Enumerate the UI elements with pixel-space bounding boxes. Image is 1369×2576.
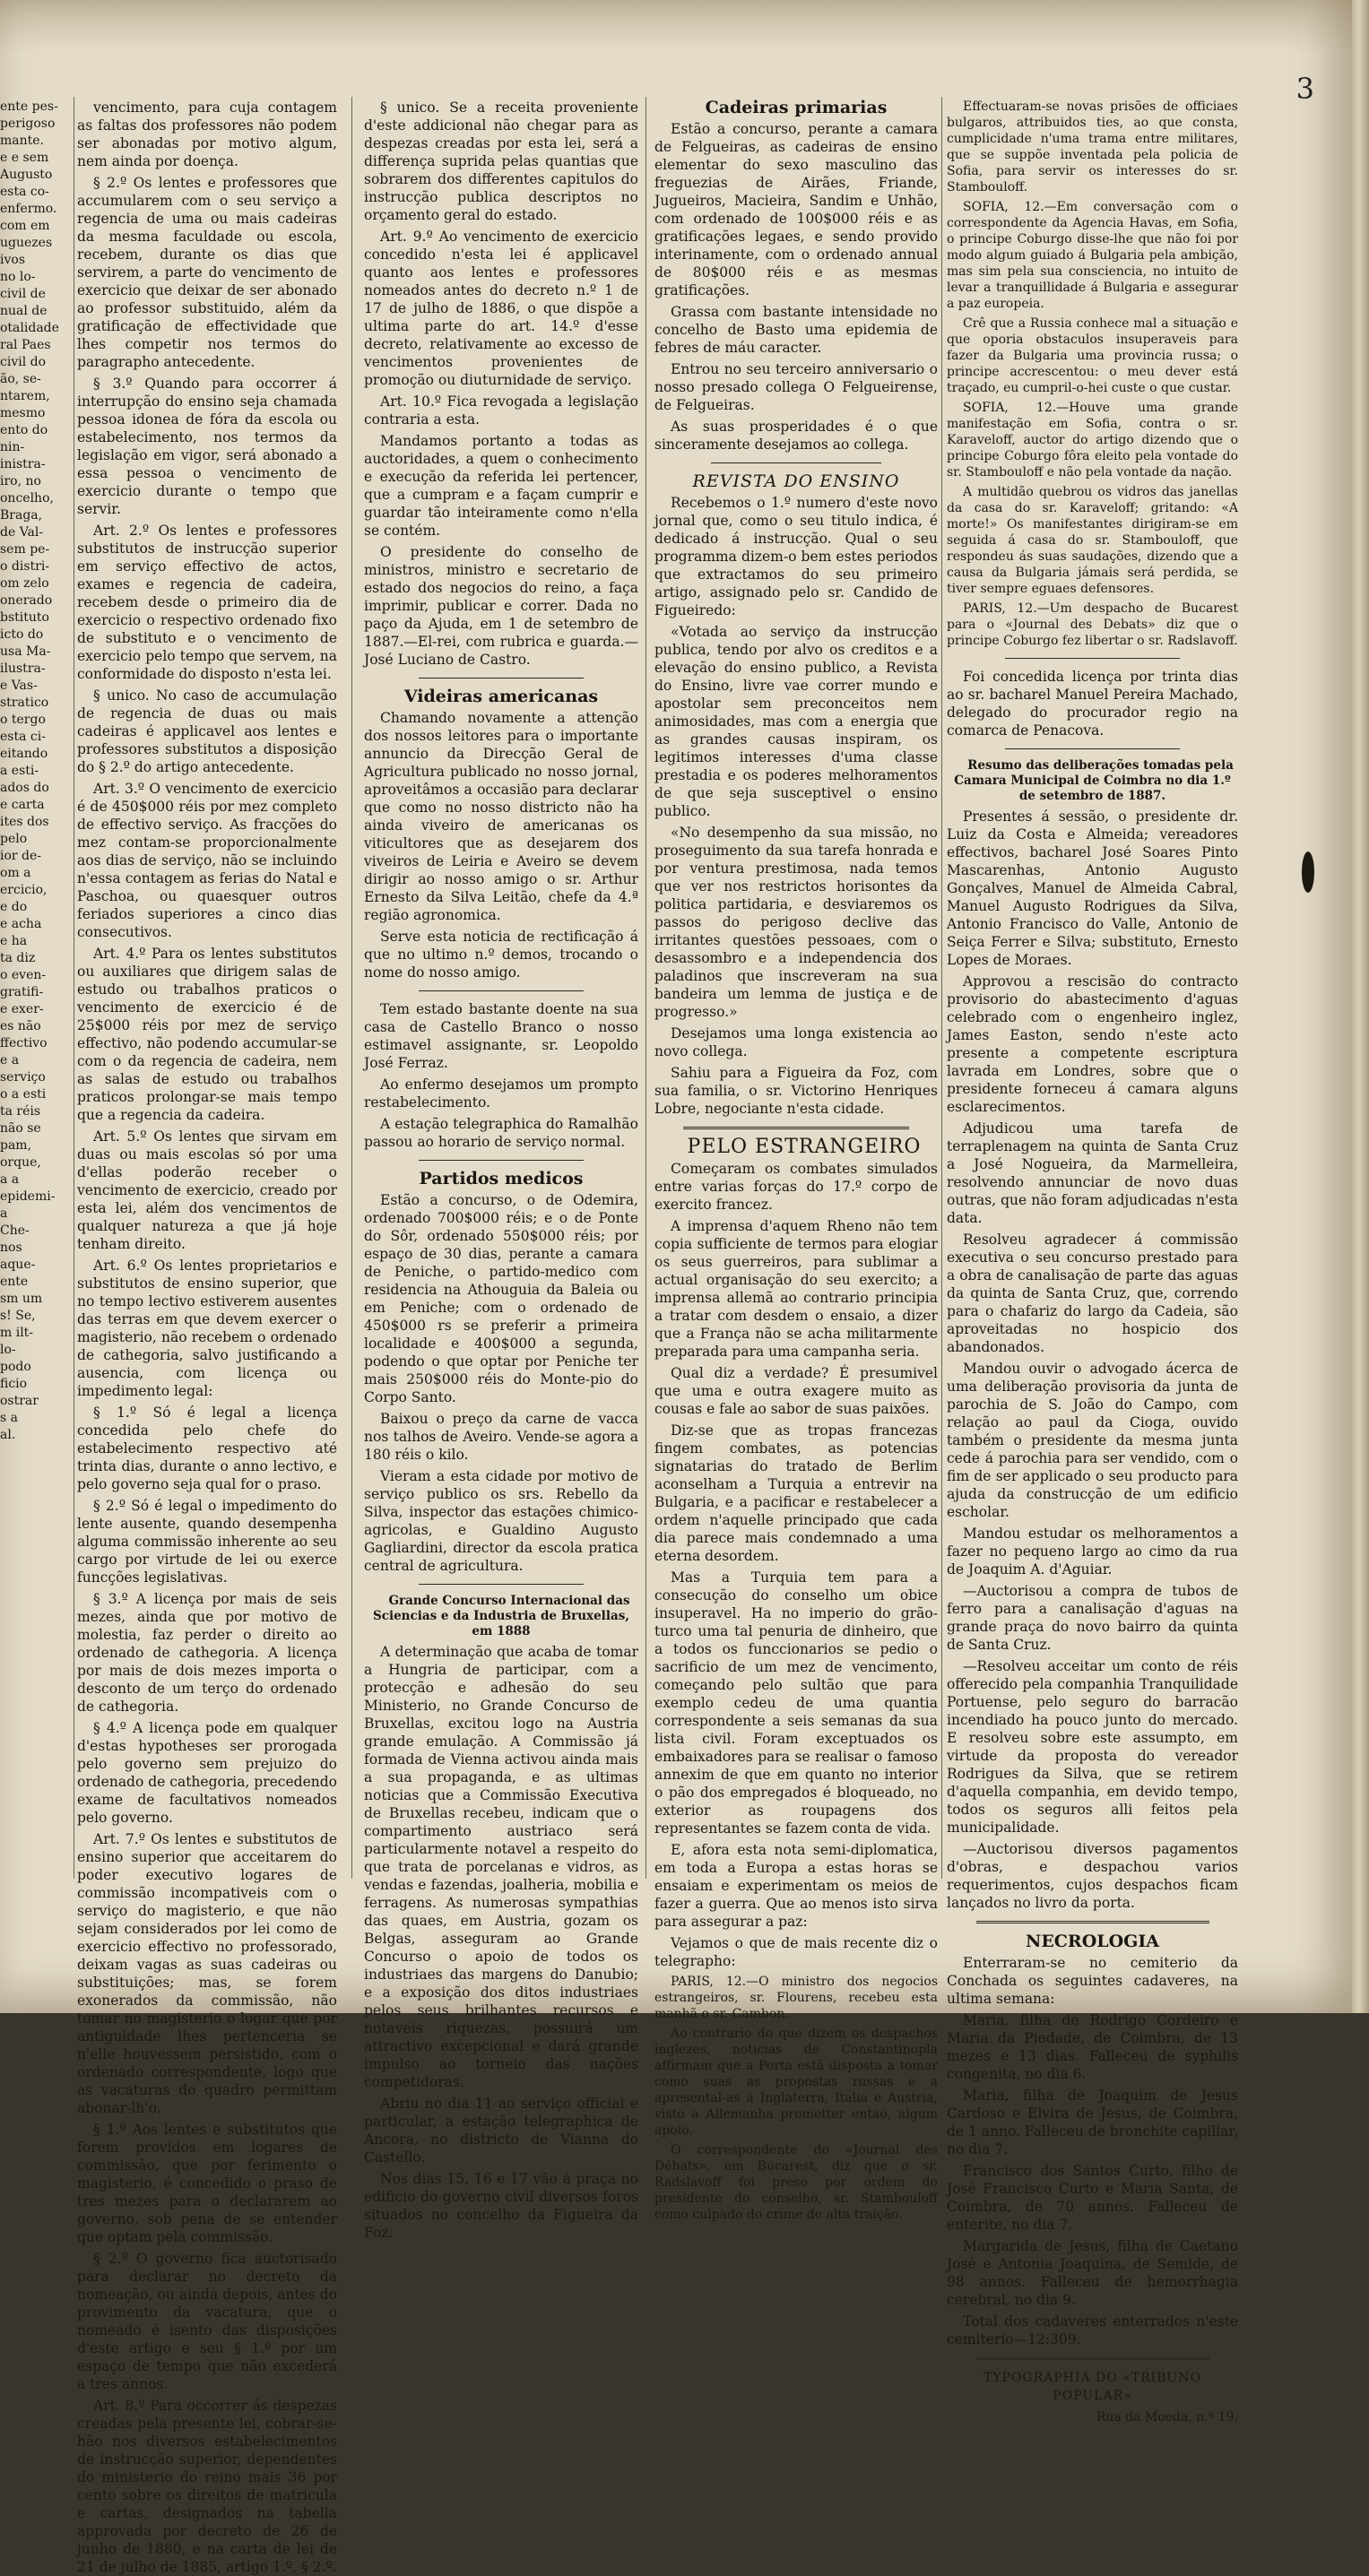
telegram: A multidão quebrou os vidros das janellas da casa do sr. Karaveloff; gritando: «A morte!» Os manifestantes dirigiram-se em seguida á casa do sr. Stambouloff, que respondeu ás suas saudações, dizendo que a causa da Bulgaria jámais será perdida, se tiver sempre eguaes defensores.	[947, 485, 1238, 596]
paragraph: Mandamos portanto a todas as auctoridades, a quem o conhecimento e execução da referida lei pertencer, que a cumpram e a façam cumprir e guardar tão inteiramente como n'ella se contém.	[364, 433, 638, 539]
paragraph: Total dos cadaveres enterrados n'este cemiterio—12:309.	[947, 2313, 1238, 2347]
separator	[976, 1921, 1209, 1923]
paragraph: Entrou no seu terceiro anniversario o nosso presado collega O Felgueirense, de Felgueiras.	[654, 361, 938, 413]
separator	[683, 1127, 910, 1129]
paragraph: Começaram os combates simulados entre varias forças do 17.º corpo de exercito francez.	[654, 1161, 938, 1213]
paragraph: § 4.º A licença pode em qualquer d'estas hypotheses ser prorogada pelo governo sem prejuizo do ordenado de cathegoria, precedendo exame de facultativos nomeados pelo governo.	[77, 1720, 337, 1826]
separator	[419, 678, 584, 679]
paragraph: Art. 8.º Para occorrer ás despezas creadas pela presente lei, cobrar-se-hão nos diversos estabelecimentos de instrucção superior, dependentes do ministerio do reino mais 36 por cento sobre os direitos de matricula e cartas, designados na tabella approvada por decreto de 26 de junho de 1880, e na carta de lei de 21 de julho de 1885, artigo 1.º, § 2.º.	[77, 2398, 337, 2575]
heading-concurso: Grande Concurso Internacional das Sciencias e da Industria de Bruxellas, em 1888	[373, 1594, 630, 1638]
clipped-line: e exer-	[0, 1002, 44, 1016]
clipped-line: orque,	[0, 1155, 41, 1170]
clipped-line: otalidade	[0, 321, 59, 335]
clipped-line: e e sem	[0, 151, 49, 165]
separator	[419, 1160, 584, 1161]
clipped-line: ão, se-	[0, 372, 41, 386]
clipped-line: ente	[0, 1275, 29, 1289]
clipped-line: ostrar	[0, 1394, 39, 1408]
clipped-line: s a	[0, 1411, 18, 1425]
paragraph: «No desempenho da sua missão, no proseguimento da sua tarefa honrada e por ventura prestimosa, nada temos que ver nos restrictos horisontes da politica partidaria, e desviaremos os passos do perigoso declive das irritantes questões pessoaes, com o desassombro e a independencia dos paladinos que inscreveram na sua bandeira um lemma de justiça e de progresso.»	[654, 825, 938, 1020]
telegram: SOFIA, 12.—Em conversação com o correspondente da Agencia Havas, em Sofia, o principe Coburgo disse-lhe que não foi por modo algum guiado á Bulgaria pela ambição, mas sim pela sua consciencia, no intuito de levar a tranquillidade á Bulgaria e assegurar a paz europeia.	[947, 200, 1238, 311]
paragraph: Baixou o preço da carne de vacca nos talhos de Aveiro. Vende-se agora a 180 réis o kilo.	[364, 1411, 638, 1463]
clipped-line: esta co-	[0, 185, 49, 199]
clipped-line: om a	[0, 866, 31, 880]
paragraph: § 3.º A licença por mais de seis mezes, ainda que por motivo de molestia, faz perder o direito ao ordenado de cathegoria. A licença por mais de dois mezes importa o desconto de um terço do ordenado de cathegoria.	[77, 1591, 337, 1715]
paragraph: Recebemos o 1.º numero d'este novo jornal que, como o seu titulo indica, é dedicado á instrucção. Qual o seu programma dizem-o bem estes periodos que extractamos do seu primeiro artigo, assignado pelo sr. Candido de Figueiredo:	[654, 495, 938, 618]
clipped-line: lo-	[0, 1343, 16, 1357]
clipped-line: gratifi-	[0, 985, 44, 999]
clipped-line: não se	[0, 1121, 41, 1136]
paragraph: § 2.º Só é legal o impedimento do lente ausente, quando desempenha alguma commissão inherente ao seu cargo por virtude de lei ou exerce funcções legislativas.	[77, 1498, 337, 1586]
heading-cadeiras: Cadeiras primarias	[705, 98, 888, 117]
clipped-line: ites dos	[0, 815, 49, 829]
paragraph: Diz-se que as tropas francezas fingem combates, as potencias signatarias do tratado de Berlim aconselham a Turquia a entrevir na Bulgaria, e a pacificar e restabelecer a ordem n'aquelle principado que cada dia parece mais condemnado a uma eterna desordem.	[654, 1422, 938, 1564]
paragraph: A imprensa d'aquem Rheno não tem copia sufficiente de termos para elogiar os seus guerreiros, para sublimar a actual organisação do seu exercito; a imprensa allemã ao contrario principia a tratar com desdem o ensaio, a dizer que a França não se acha militarmente preparada para uma campanha seria.	[654, 1218, 938, 1360]
clipped-line: ta réis	[0, 1104, 41, 1119]
clipped-line: epidemi-	[0, 1189, 56, 1204]
clipped-line: eitando	[0, 747, 48, 761]
paragraph: Nos dias 15, 16 e 17 vão á praça no edificio do governo civil diversos foros situados no concelho da Figueira da Foz.	[364, 2171, 638, 2241]
paragraph: Francisco dos Santos Curto, filho de José Francisco Curto e Maria Santa, de Coimbra, de 70 annos. Falleceu de enterite, no dia 7.	[947, 2163, 1238, 2233]
clipped-line: Braga,	[0, 508, 43, 523]
clipped-line: bstituto	[0, 610, 49, 625]
paragraph: Qual diz a verdade? É presumivel que uma e outra exagere muito as cousas e fale ao sabor de suas paixões.	[654, 1365, 938, 1417]
binding-hole	[1302, 851, 1314, 893]
clipped-line: a	[0, 1206, 8, 1221]
paragraph: Mandou ouvir o advogado ácerca de uma deliberação provisoria da junta de parochia de S. João do Campo, com relação ao paul da Cioga, ouvido também o presidente da mesma junta cede á parochia para ser vendido, com o fim de ser applicado o seu producto para ajuda da construcção de um edificio escholar.	[947, 1361, 1238, 1520]
paragraph: Art. 5.º Os lentes que sirvam em duas ou mais escolas só por uma d'ellas poderão receber o vencimento de exercicio, creado por esta lei, além dos vencimentos de qualquer natureza a que já hoje tenham direito.	[77, 1128, 337, 1252]
page-number: 3	[1295, 72, 1314, 106]
clipped-line: e ha	[0, 934, 28, 948]
heading-estrangeiro: PELO ESTRANGEIRO	[687, 1136, 922, 1158]
clipped-line: no lo-	[0, 270, 36, 284]
paragraph: Art. 2.º Os lentes e professores substitutos de instrucção superior em serviço effectivo de actos, exames e regencia de cadeira, recebem desde o primeiro dia de exercicio o respectivo ordenado fixo de substituto e o vencimento de exercicio pelo tempo que servem, na conformidade do disposto n'esta lei.	[77, 523, 337, 682]
paragraph: § unico. No caso de accumulação de regencia de duas ou mais cadeiras é applicavel aos lentes e professores substitutos a disposição do § 2.º do artigo antecedente.	[77, 687, 337, 775]
paragraph: Art. 9.º Ao vencimento de exercicio concedido n'esta lei é applicavel quanto aos lentes e professores nomeados antes do decreto n.º 1 de 17 de julho de 1886, o que dispõe a ultima parte do art. 14.º d'esse decreto, relativamente ao excesso de vencimentos provenientes de promoção ou diuturnidade de serviço.	[364, 229, 638, 388]
paragraph: As suas prosperidades é o que sinceramente desejamos ao collega.	[654, 419, 938, 453]
paragraph: Serve esta noticia de rectificação á que no ultimo n.º demos, trocando o nome do nosso amigo.	[364, 929, 638, 981]
clipped-line: o tergo	[0, 713, 46, 727]
paragraph: Art. 7.º Os lentes e substitutos de ensino superior que acceitarem do poder executivo logares de commissão incompativeis com o serviço do magisterio, e que não sejam considerados por lei como de exercicio effectivo no professorado, deixam vagas as suas cadeiras ou substituições; mas, se forem exonerados da commissão, não tomar no magisterio o logar que por antiguidade lhes pertenceria se n'elle houvessem persistido, com o ordenado correspondente, logo que as vacaturas do quadro permittam abonar-lh'o.	[77, 1831, 337, 2116]
clipped-line: sem pe-	[0, 542, 50, 557]
clipped-line: o a esti	[0, 1087, 47, 1102]
telegram: PARIS, 12.—O ministro dos negocios estrangeiros, sr. Flourens, recebeu esta manhã o sr. Cambon.	[654, 1975, 938, 2021]
clipped-line: ta diz	[0, 951, 36, 965]
clipped-line: Che-	[0, 1223, 30, 1238]
paragraph: Vieram a esta cidade por motivo de serviço publico os srs. Rebello da Silva, inspector das estações chimico-agricolas, e Gualdino Augusto Gagliardini, director da escola pratica central de agricultura.	[364, 1468, 638, 1574]
column-news-2	[654, 98, 938, 2222]
clipped-line: e Vas-	[0, 679, 38, 693]
paragraph: § 1.º Só é legal a licença concedida pelo chefe do estabelecimento respectivo até trinta dias, durante o anno lectivo, e pelo governo seja qual for o praso.	[77, 1405, 337, 1492]
clipped-line: ficio	[0, 1377, 28, 1391]
paragraph: Margarida de Jesus, filha de Caetano José e Antonia Joaquina, de Semide, de 98 annos. Falleceu de hemorrhagia cerebral, no dia 9.	[947, 2238, 1238, 2308]
clipped-line: e carta	[0, 798, 45, 812]
imprint: TYPOGRAPHIA DO «TRIBUNO POPULAR»	[983, 2371, 1201, 2403]
clipped-line: icto do	[0, 627, 44, 642]
imprint-address: Rua da Moeda, n.º 19.	[1096, 2410, 1238, 2425]
telegram: O correspondente do «Journal des Débats», em Bucarest, diz que o sr. Radslavoff foi preso por ordem do presidente do conselho, sr. Stambouloff como culpado do crime de alta traição.	[654, 2143, 938, 2222]
column-news-1	[364, 99, 638, 2241]
column-rule	[351, 97, 352, 1879]
clipped-line: e a	[0, 1053, 20, 1068]
clipped-line: nos	[0, 1240, 22, 1255]
clipped-line: iro, no	[0, 474, 41, 488]
clipped-line: e acha	[0, 917, 42, 931]
clipped-line: ento do	[0, 423, 48, 437]
clipped-line: ntarem,	[0, 389, 50, 403]
paragraph: Presentes á sessão, o presidente dr. Luiz da Costa e Almeida; vereadores effectivos, bacharel José Soares Pinto Mascarenhas, Antonio Augusto Gonçalves, Manuel de Almeida Cabral, Manuel Augusto Rodrigues da Silva, Antonio Francisco do Valle, Antonio de Seiça Ferrer e Silva; substituto, Ernesto Lopes de Moraes.	[947, 808, 1238, 968]
clipped-line: Augusto	[0, 168, 53, 182]
paragraph: Vejamos o que de mais recente diz o telegrapho:	[654, 1935, 938, 1969]
clipped-line: com em	[0, 219, 50, 233]
telegram: Ao contrario do que dizem os despachos inglezes, noticias de Constantinopla affirmam que a Porta está disposta a tomar como suas as propostas russas e a apresental-as á Inglaterra, Italia e Austria, visto a Allemanha prometter entao, algum apoio.	[654, 2027, 938, 2138]
cut-off-column	[0, 99, 72, 1879]
paragraph: Abriu no dia 11 ao serviço official e particular, a estação telegraphica de Ancora, no districto de Vianna do Castello.	[364, 2096, 638, 2165]
paragraph: Ao enfermo desejamos um prompto restabelecimento.	[364, 1076, 638, 1111]
paragraph: Sahiu para a Figueira da Foz, com sua familia, o sr. Victorino Henriques Lobre, negociante n'esta cidade.	[654, 1065, 938, 1117]
clipped-line: enfermo.	[0, 202, 57, 216]
separator	[419, 1584, 584, 1585]
paragraph: Desejamos uma longa existencia ao novo collega.	[654, 1025, 938, 1059]
paragraph: § 2.º Os lentes e professores que accumularem com o seu serviço a regencia de uma ou mais cadeiras da mesma faculdade ou escola, recebem, durante os dias que servirem, a parte do vencimento de exercicio que deixar de ser abonado ao professor substituido, além da gratificação de effectividade que lhes competir nos termos do paragrapho antecedente.	[77, 175, 337, 370]
separator	[711, 462, 881, 463]
clipped-line: ior de-	[0, 849, 42, 863]
telegram: SOFIA, 12.—Houve uma grande manifestação em Sofia, contra o sr. Karaveloff, auctor do artigo dizendo que o principe Coburgo fôra eleito pela vontade do sr. Stambouloff e não pela vontade da nação.	[947, 401, 1238, 480]
clipped-line: perigoso	[0, 117, 56, 131]
clipped-line: om zelo	[0, 576, 49, 591]
clipped-line: oncelho,	[0, 491, 54, 506]
paragraph: Estão a concurso, perante a camara de Felgueiras, as cadeiras de ensino elementar do sexo masculino das freguezias de Airães, Friande, Jugueiros, Macieira, Sandim e Unhão, com ordenado de 100$000 réis e as gratificações legaes, e sendo provido interinamente, com o ordenado annual de 80$000 réis e as mesmas gratificações.	[654, 121, 938, 298]
paragraph: Art. 6.º Os lentes proprietarios e substitutos de ensino superior, que no tempo lectivo estiverem ausentes das terras em que devem exercer o magisterio, não recebem o ordenado de cathegoria, salvo justificando a ausencia, com licença ou impedimento legal:	[77, 1258, 337, 1399]
heading-necrologia: NECROLOGIA	[1025, 1932, 1160, 1951]
paragraph: § unico. Se a receita proveniente d'este addicional não chegar para as despezas creadas por esta lei, será a differença suprida pelas quantias que sobrarem dos differentes capitulos do instrucção publica descriptos no orçamento geral do estado.	[364, 99, 638, 223]
heading-partidos: Partidos medicos	[419, 1169, 584, 1189]
paragraph: —Auctorisou a compra de tubos de ferro para a canalisação d'aguas na grande praça do novo bairro da quinta de Santa Cruz.	[947, 1583, 1238, 1653]
clipped-line: ffectivo	[0, 1036, 48, 1050]
clipped-line: usa Ma-	[0, 644, 51, 659]
clipped-line: o distri-	[0, 559, 50, 574]
clipped-line: inistra-	[0, 457, 46, 471]
paragraph: Approvou a rescisão do contracto provisorio do abastecimento d'aguas celebrado com o engenheiro inglez, James Easton, sendo n'este acto presente a competente escriptura lavrada em Londres, sobre que o presidente forneceu á camara alguns esclarecimentos.	[947, 973, 1238, 1115]
clipped-line: uguezes	[0, 236, 53, 250]
paragraph: Art. 10.º Fica revogada a legislação contraria a esta.	[364, 393, 638, 428]
clipped-line: esta ci-	[0, 730, 46, 744]
clipped-line: civil de	[0, 287, 46, 301]
clipped-line: a esti-	[0, 764, 39, 778]
clipped-line: mante.	[0, 134, 44, 148]
clipped-line: a a	[0, 1172, 20, 1187]
clipped-line: stratico	[0, 696, 49, 710]
paragraph: Estão a concurso, o de Odemira, ordenado 700$000 réis; e o de Ponte do Sôr, ordenado 550$000 réis; por espaço de 30 dias, perante a camara de Peniche, o partido-medico com residencia na Athouguia da Baleia ou em Peniche; com o ordenado de 450$000 rs se preferir a primeira localidade e 400$000 a segunda, podendo o que optar por Peniche ter mais 250$000 réis do Monte-pio do Corpo Santo.	[364, 1192, 638, 1405]
separator	[1005, 658, 1180, 659]
paragraph: A estação telegraphica do Ramalhão passou ao horario de serviço normal.	[364, 1116, 638, 1150]
clipped-line: ivos	[0, 253, 25, 267]
paragraph: Mas a Turquia tem para a consecução do conselho um obice insuperavel. Ha no imperio do grão-turco uma tal penuria de dinheiro, que a todos os funccionarios se pedio o sacrificio de um mez de vencimento, começando pelo sultão que para exemplo cedeu de uma quantia correspondente a seis semanas da sua lista civil. Foram exceptuados os embaixadores para se realisar o famoso annexim de que em quanto no interior o pão dos empregados é bloqueado, no exterior as roupagens dos representantes se fazem conta de vida.	[654, 1569, 938, 1837]
paragraph: Adjudicou uma tarefa de terraplenagem na quinta de Santa Cruz a José Nogueira, da Marmelleira, resolvendo annunciar de novo duas outras, que não foram adjudicadas n'esta data.	[947, 1120, 1238, 1226]
telegram: PARIS, 12.—Um despacho de Bucarest para o «Journal des Debats» diz que o principe Coburgo fez libertar o sr. Radslavoff.	[947, 601, 1238, 648]
clipped-line: onerado	[0, 593, 53, 608]
paragraph: § 1.º Aos lentes e substitutos que forem providos em logares de commissão, que por ferimento o magisterio, é concedido o praso de tres mezes para o declararem ao governo, sob pena de se entender que optam pela commissão.	[77, 2122, 337, 2245]
heading-videiras: Videiras americanas	[403, 687, 599, 706]
clipped-line: de Val-	[0, 525, 44, 540]
clipped-line: pelo	[0, 832, 28, 846]
clipped-line: sm um	[0, 1292, 43, 1306]
paragraph: E, afora esta nota semi-diplomatica, em toda a Europa a estas horas se ensaiam e experimentam os meios de fazer a guerra. Que ao menos isto sirva para assegurar a paz:	[654, 1842, 938, 1930]
paragraph: Chamando novamente a attenção dos nossos leitores para o importante annuncio da Direcção Geral de Agricultura publicado no nosso jornal, aproveitâmos a occasião para declarar que como no nosso districto não ha ainda viveiro de americanas os viticultores que as desejarem dos viveiros de Leiria e Aveiro se devem dirigir ao nosso amigo o sr. Arthur Ernesto da Silva Leitão, chefe da 4.ª região agronomica.	[364, 710, 638, 923]
clipped-line: ilustra-	[0, 661, 46, 676]
paragraph: Resolveu agradecer á commissão executiva o seu concurso prestado para a obra de canalisação de parte das aguas da quinta de Santa Cruz, que, correndo para o chafariz do largo da Cadeia, são aproveitadas no hospicio dos abandonados.	[947, 1232, 1238, 1355]
telegram: Crê que a Russia conhece mal a situação e que oporia obstaculos insuperaveis para fazer da Bulgaria uma provincia russa; o principe accrescentou: o meu dever está traçado, eu cumpril-o-hei custe o que custar.	[947, 316, 1238, 395]
paragraph: —Resolveu acceitar um conto de réis offerecido pela companhia Tranquilidade Portuense, pelo seguro do barracão incendiado ha pouco junto do mercado. E resolveu sobre este assumpto, em virtude da proposta do vereador Rodrigues da Silva, que se retirem d'aquella companhia, em devido tempo, todos os seguros alli feitos pela municipalidade.	[947, 1658, 1238, 1836]
page-shading	[0, 0, 1352, 54]
separator	[419, 990, 584, 991]
column-rule	[941, 97, 942, 1879]
clipped-line: o even-	[0, 968, 47, 982]
separator	[976, 2357, 1209, 2360]
clipped-line: s! Se,	[0, 1309, 36, 1323]
paragraph: Mandou estudar os melhoramentos a fazer no pequeno largo ao cimo da rua de Joaquim A. d'Aguiar.	[947, 1526, 1238, 1578]
separator	[1005, 748, 1180, 749]
clipped-line: aque-	[0, 1258, 36, 1272]
column-news-3	[947, 99, 1238, 2425]
paragraph: Grassa com bastante intensidade no concelho de Basto uma epidemia de febres de máu caracter.	[654, 304, 938, 356]
paragraph: Foi concedida licença por trinta dias ao sr. bacharel Manuel Pereira Machado, delegado do procurador regio na comarca de Penacova.	[947, 669, 1238, 739]
paragraph: vencimento, para cuja contagem as faltas dos professores não podem ser abonadas por motivo algum, nem ainda por doença.	[77, 99, 337, 169]
paragraph: «Votada ao serviço da instrucção publica, tendo por alvo os creditos e a elevação do ensino publico, a Revista do Ensino, livre vae correr mundo e apostolar sem preconceitos nem animosidades, mas com a energia que as grandes causas inspiram, os legitimos interesses d'uma classe prestadia e os poderes melhoramentos de que seja susceptivel o ensino publico.	[654, 624, 938, 819]
paragraph: Art. 4.º Para os lentes substitutos ou auxiliares que dirigem salas de estudo ou trabalhos praticos o vencimento de exercicio é de 25$000 réis por mez de serviço effectivo, não podendo accumular-se com o da regencia de cadeira, nem as salas de estudo ou trabalhos praticos prolongar-se mais tempo que a regencia da cadeira.	[77, 946, 337, 1123]
clipped-line: es não	[0, 1019, 41, 1033]
clipped-line: ente pes-	[0, 99, 58, 114]
paragraph: O presidente do conselho de ministros, ministro e secretario de estado dos negocios do reino, a faça imprimir, publicar e correr. Dada no paço da Ajuda, em 1 de setembro de 1887.—El-rei, com rubrica e guarda.—José Luciano de Castro.	[364, 544, 638, 668]
clipped-line: nual de	[0, 304, 48, 318]
clipped-line: ercicio,	[0, 883, 48, 897]
paragraph: A determinação que acaba de tomar a Hungria de participar, com a protecção e adhesão do seu Ministerio, no Grande Concurso de Bruxellas, excitou logo na Austria grande emulação. A Commissão já formada de Vienna activou ainda mais a sua propaganda, e as ultimas noticias que a Commissão Executiva de Bruxellas recebeu, indicam que o compartimento austriaco será particularmente notavel a respeito do que trata de porcelanas e vidros, as vendas e fazendas, joalheria, mobilia e ferragens. As numerosas sympathias das quaes, em Austria, gozam os Belgas, asseguram ao Grande Concurso o apoio de todos os industriaes das margens do Danubio; e a exposição dos ditos industriaes pelos seus brilhantes recursos e notaveis riquezas, possuirá um attractivo excepcional e dará grande impulso ao torneio das nações competidoras.	[364, 1644, 638, 2090]
paragraph: § 2.º O governo fica auctorisado para declarar no decreto da nomeação, ou ainda depois, antes do provimento da vacatura, que o nomeado é isento das disposições d'este artigo e seu § 1.º por um espaço de tempo que não excederá a tres annos.	[77, 2251, 337, 2392]
paragraph: —Auctorisou diversos pagamentos d'obras, e despachou varios requerimentos, cujos despachos ficam lançados no livro da porta.	[947, 1841, 1238, 1911]
clipped-line: e do	[0, 900, 28, 914]
clipped-line: ados do	[0, 781, 49, 795]
heading-revista: REVISTA DO ENSINO	[692, 471, 900, 491]
heading-resumo: Resumo das deliberações tomadas pela Camara Municipal de Coimbra no dia 1.º de setembro de 1887.	[954, 758, 1234, 803]
paragraph: Tem estado bastante doente na sua casa de Castello Branco o nosso estimavel assignante, sr. Leopoldo José Ferraz.	[364, 1001, 638, 1071]
clipped-line: civil do	[0, 355, 47, 369]
clipped-line: pam,	[0, 1138, 32, 1153]
clipped-line: mesmo	[0, 406, 46, 420]
paragraph: § 3.º Quando para occorrer á interrupção do ensino seja chamada pessoa idonea de fóra da escola ou estabelecimento, nos termos da legislação em vigor, será abonado a essa pessoa o vencimento de exercicio durante o tempo que servir.	[77, 376, 337, 517]
paragraph: Art. 3.º O vencimento de exercicio é de 450$000 réis por mez completo de effectivo serviço. As fracções do mez contam-se proporcionalmente aos dias de serviço, não se incluindo n'essa contagem as ferias do Natal e Paschoa, ou quaesquer outros feriados superiores a cinco dias consecutivos.	[77, 781, 337, 940]
paragraph: Enterraram-se no cemiterio da Conchada os seguintes cadaveres, na ultima semana:	[947, 1955, 1238, 2007]
clipped-line: al.	[0, 1428, 16, 1442]
paragraph: Maria, filha de Rodrigo Cordeiro e Maria da Piedade, de Coimbra, de 13 mezes e 13 dias. Falleceu de syphilis congenita, no dia 6.	[947, 2012, 1238, 2082]
telegram: Effectuaram-se novas prisões de officiaes bulgaros, attribuidos ties, ao que consta, cumplicidade n'uma trama entre militares, que se suppõe inventada pela policia de Sofia, para servir os interesses do sr. Stambouloff.	[947, 99, 1238, 194]
page-edge	[1352, 0, 1369, 2013]
clipped-line: m ilt-	[0, 1326, 34, 1340]
clipped-line: podo	[0, 1360, 31, 1374]
clipped-line: ral Paes	[0, 338, 51, 352]
clipped-line: serviço	[0, 1070, 46, 1085]
clipped-line: nin-	[0, 440, 25, 454]
paragraph: Maria, filha de Joaquim de Jesus Cardoso e Elvira de Jesus, de Coimbra, de 1 anno. Falleceu de bronchite capillar, no dia 7.	[947, 2088, 1238, 2157]
column-law-text	[77, 99, 337, 2575]
